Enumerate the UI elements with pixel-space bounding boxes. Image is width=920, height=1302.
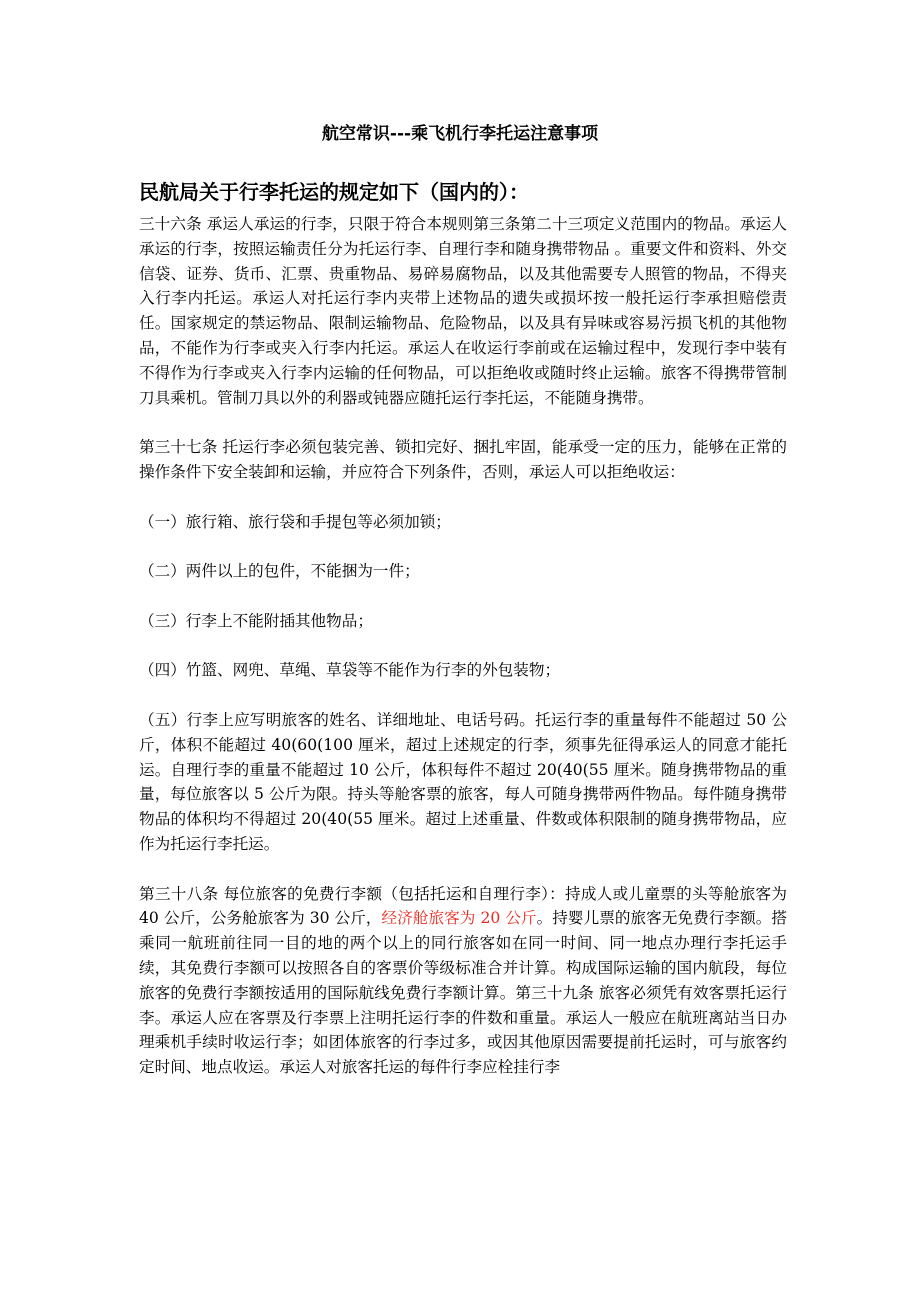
list-item-2: （二）两件以上的包件，不能捆为一件； — [139, 562, 420, 581]
document-title: 航空常识---乘飞机行李托运注意事项 — [321, 124, 599, 144]
paragraph-article-37: 第三十七条 托运行李必须包装完善、锁扣完好、捆扎牢固，能承受一定的压力，能够在正常的操作条件下安全装卸和运输，并应符合下列条件，否则，承运人可以拒绝收运： — [139, 438, 787, 481]
list-item-1: （一）旅行箱、旅行袋和手提包等必须加锁； — [139, 512, 451, 531]
list-item-4: （四）竹篮、网兜、草绳、草袋等不能作为行李的外包装物； — [139, 661, 561, 680]
economy-class-allowance-highlight: 经济舱旅客为 20 公斤 — [381, 909, 537, 928]
list-item-3: （三）行李上不能附插其他物品； — [139, 611, 373, 630]
section-heading: 民航局关于行李托运的规定如下（国内的）： — [139, 180, 529, 204]
article-38-text-after: 。持婴儿票的旅客无免费行李额。搭乘同一航班前往同一目的地的两个以上的同行旅客如在同一时间、同一地点办理行李托运手续，其免费行李额可以按照各自的客票价等级标准合并计算。构成国际运输的国内航段，每位旅客的免费行李额按适用的国际航线免费行李额计算。第三十九条 旅客必须凭有效客票托运行李。承运人应在客票及行李票上注明托运行李的件数和重量。承运人一般应在航班离站当日办理乘机手续时收运行李；如团体旅客的行李过多，或因其他原因需要提前托运时，可与旅客约定时间、地点收运。承运人对旅客托运的每件行李应栓挂行李 — [139, 909, 787, 1077]
article-38-text-before: 第三十八条 每位旅客的免费行李额（包括托运和自理行李）：持成人或儿童票的头等舱旅客为 40 公斤，公务舱旅客为 30 公斤， — [139, 884, 787, 928]
paragraph-article-36: 三十六条 承运人承运的行李，只限于符合本规则第三条第二十三项定义范围内的物品。承运人承运的行李，按照运输责任分为托运行李、自理行李和随身携带物品 。重要文件和资料、外交信袋、证券、货币、汇票、贵重物品、易碎易腐物品，以及其他需要专人照管的物品，不得夹入行李内托运。承运人对托运行李内夹带上述物品的遗失或损坏按一般托运行李承担赔偿责任。国家规定的禁运物品、限制运输物品、危险物品，以及具有异味或容易污损飞机的其他物品，不能作为行李或夹入行李内托运。承运人在收运行李前或在运输过程中，发现行李中装有不得作为行李或夹入行李内运输的任何物品，可以拒绝收或随时终止运输。旅客不得携带管制刀具乘机。管制刀具以外的利器或钝器应随托运行李托运，不能随身携带。 — [139, 215, 787, 407]
list-item-5: （五）行李上应写明旅客的姓名、详细地址、电话号码。托运行李的重量每件不能超过 50 公斤，体积不能超过 40(60(100 厘米，超过上述规定的行李，须事先征得承运人的同意才能托运。自理行李的重量不能超过 10 公斤，体积每件不超过 20(40(55 厘米。随身携带物品的重量，每位旅客以 5 公斤为限。持头等舱客票的旅客，每人可随身携带两件物品。每件随身携带物品的体积均不得超过 20(40(55 厘米。超过上述重量、件数或体积限制的随身携带物品，应作为托运行李托运。 — [139, 710, 787, 853]
paragraph-article-38 — [139, 882, 787, 1080]
document-body — [139, 212, 787, 1105]
